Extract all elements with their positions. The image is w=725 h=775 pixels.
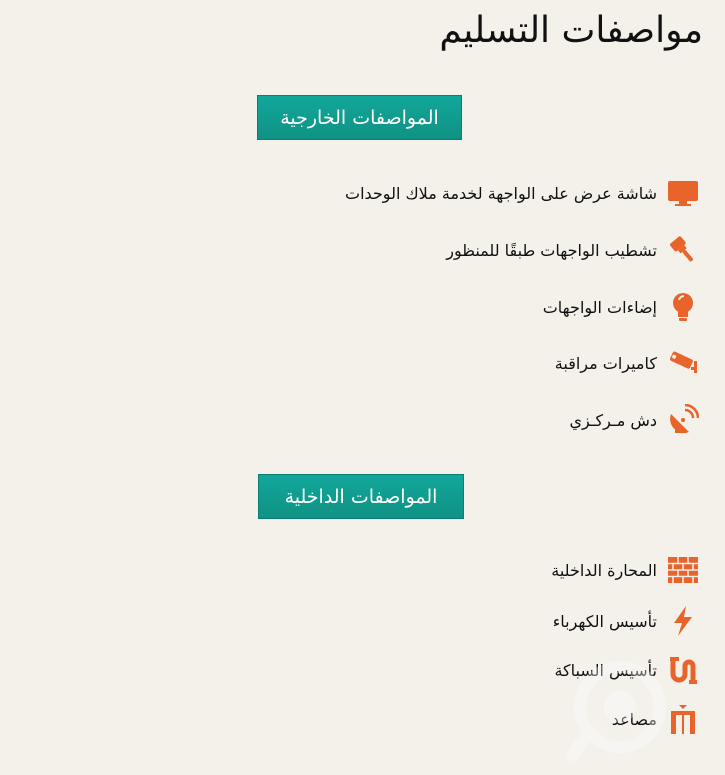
lightning-bolt-icon (667, 605, 699, 637)
item-label: إضاءات الواجهات (542, 297, 657, 317)
interior-specs-button[interactable] (258, 474, 464, 519)
satellite-dish-icon (667, 404, 699, 436)
lightbulb-icon (667, 291, 699, 323)
brick-wall-icon (667, 554, 699, 586)
item-label: تأسيس الكهرباء (552, 611, 657, 631)
item-label: المحارة الداخلية (551, 560, 657, 580)
list-item-central-dish (570, 403, 699, 437)
list-item-electrical-foundation (553, 604, 699, 638)
plumbing-pipe-icon (667, 654, 699, 686)
item-label: تشطيب الواجهات طبقًا للمنظور (446, 240, 657, 260)
list-item-display-screen (345, 176, 699, 210)
paint-brush-icon (667, 234, 699, 266)
interior-specs-label: المواصفات الداخلية (284, 485, 438, 508)
security-camera-icon (667, 347, 699, 379)
page-title: مواصفات التسليم (439, 10, 703, 51)
list-item-facade-finishing (446, 233, 699, 267)
monitor-icon (667, 177, 699, 209)
list-item-interior-plaster (551, 553, 699, 587)
list-item-security-cameras (555, 346, 699, 380)
list-item-plumbing-foundation (554, 653, 699, 687)
elevator-icon (667, 703, 699, 735)
list-item-facade-lighting (543, 290, 699, 324)
item-label: تأسيس السباكة (554, 660, 657, 680)
item-label: مصاعد (611, 709, 657, 729)
exterior-specs-button[interactable] (257, 95, 462, 140)
item-label: دش مـركـزي (569, 410, 657, 430)
exterior-specs-label: المواصفات الخارجية (280, 106, 439, 129)
list-item-elevators (612, 702, 699, 736)
item-label: شاشة عرض على الواجهة لخدمة ملاك الوحدات (345, 183, 657, 203)
item-label: كاميرات مراقبة (554, 353, 657, 373)
